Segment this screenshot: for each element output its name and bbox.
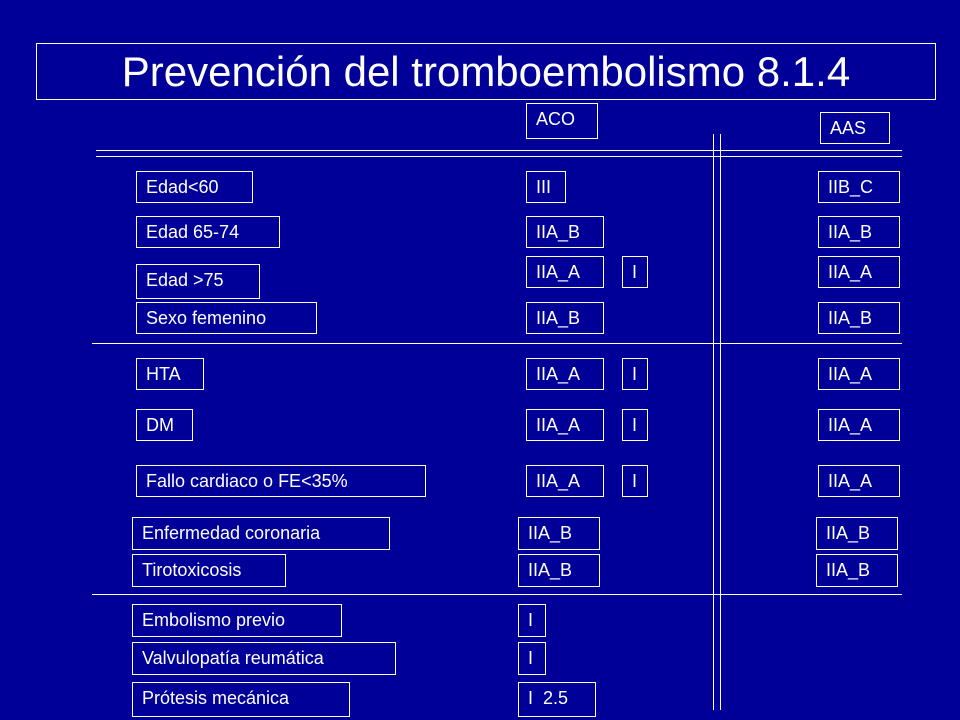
row-aco-embolismo-previo: I <box>518 604 546 637</box>
row-label-embolismo-previo: Embolismo previo <box>132 604 342 637</box>
row-aas-edad-65-74: IIA_B <box>818 216 900 248</box>
row-aco-enfermedad-coronaria: IIA_B <box>518 517 600 550</box>
separator-line-top-1 <box>96 150 902 151</box>
row-label-valvulopatia-reumatica: Valvulopatía reumática <box>132 642 396 675</box>
row-aco-hta: IIA_A <box>526 358 604 390</box>
vertical-line-1 <box>713 134 714 710</box>
row-aas-fallo-cardiaco: IIA_A <box>818 465 900 497</box>
separator-line-top-2 <box>96 156 902 157</box>
row-aas-hta: IIA_A <box>818 358 900 390</box>
row-aco-protesis-mecanica: I 2.5 <box>518 682 596 717</box>
header-aas: AAS <box>820 112 890 144</box>
row-aco-dm: IIA_A <box>526 409 604 441</box>
row-aco-edad-65-74: IIA_B <box>526 216 604 248</box>
row-aas-tirotoxicosis: IIA_B <box>816 554 898 587</box>
row-aco-edad-mayor-75: IIA_A <box>526 256 604 288</box>
row-label-hta: HTA <box>136 358 204 390</box>
row-label-edad-65-74: Edad 65-74 <box>136 216 280 248</box>
row-label-dm: DM <box>136 409 193 441</box>
row-label-protesis-mecanica: Prótesis mecánica <box>132 682 350 717</box>
row-aas-dm: IIA_A <box>818 409 900 441</box>
row-aas-edad-menor-60: IIB_C <box>818 171 900 203</box>
row-label-enfermedad-coronaria: Enfermedad coronaria <box>132 517 390 550</box>
row-aas-enfermedad-coronaria: IIA_B <box>816 517 898 550</box>
row-label-fallo-cardiaco: Fallo cardiaco o FE<35% <box>136 465 426 497</box>
row-extra-dm: I <box>622 409 648 441</box>
row-aas-edad-mayor-75: IIA_A <box>818 256 900 288</box>
row-aco-fallo-cardiaco: IIA_A <box>526 465 604 497</box>
row-extra-fallo-cardiaco: I <box>622 465 648 497</box>
row-label-sexo-femenino: Sexo femenino <box>136 302 317 334</box>
row-label-edad-mayor-75: Edad >75 <box>136 264 260 299</box>
row-extra-edad-mayor-75: I <box>622 256 648 288</box>
row-aco-tirotoxicosis: IIA_B <box>518 554 600 587</box>
row-label-edad-menor-60: Edad<60 <box>136 171 253 203</box>
row-label-tirotoxicosis: Tirotoxicosis <box>132 554 286 587</box>
row-aco-sexo-femenino: IIA_B <box>526 302 604 334</box>
separator-line-group-3 <box>92 594 902 595</box>
header-aco: ACO <box>526 103 598 139</box>
row-aco-valvulopatia-reumatica: I <box>518 642 546 675</box>
slide-title: Prevención del tromboembolismo 8.1.4 <box>36 43 936 100</box>
row-extra-hta: I <box>622 358 648 390</box>
vertical-line-2 <box>720 134 721 710</box>
row-aco-edad-menor-60: III <box>526 171 566 203</box>
row-aas-sexo-femenino: IIA_B <box>818 302 900 334</box>
separator-line-group-2 <box>92 343 902 344</box>
